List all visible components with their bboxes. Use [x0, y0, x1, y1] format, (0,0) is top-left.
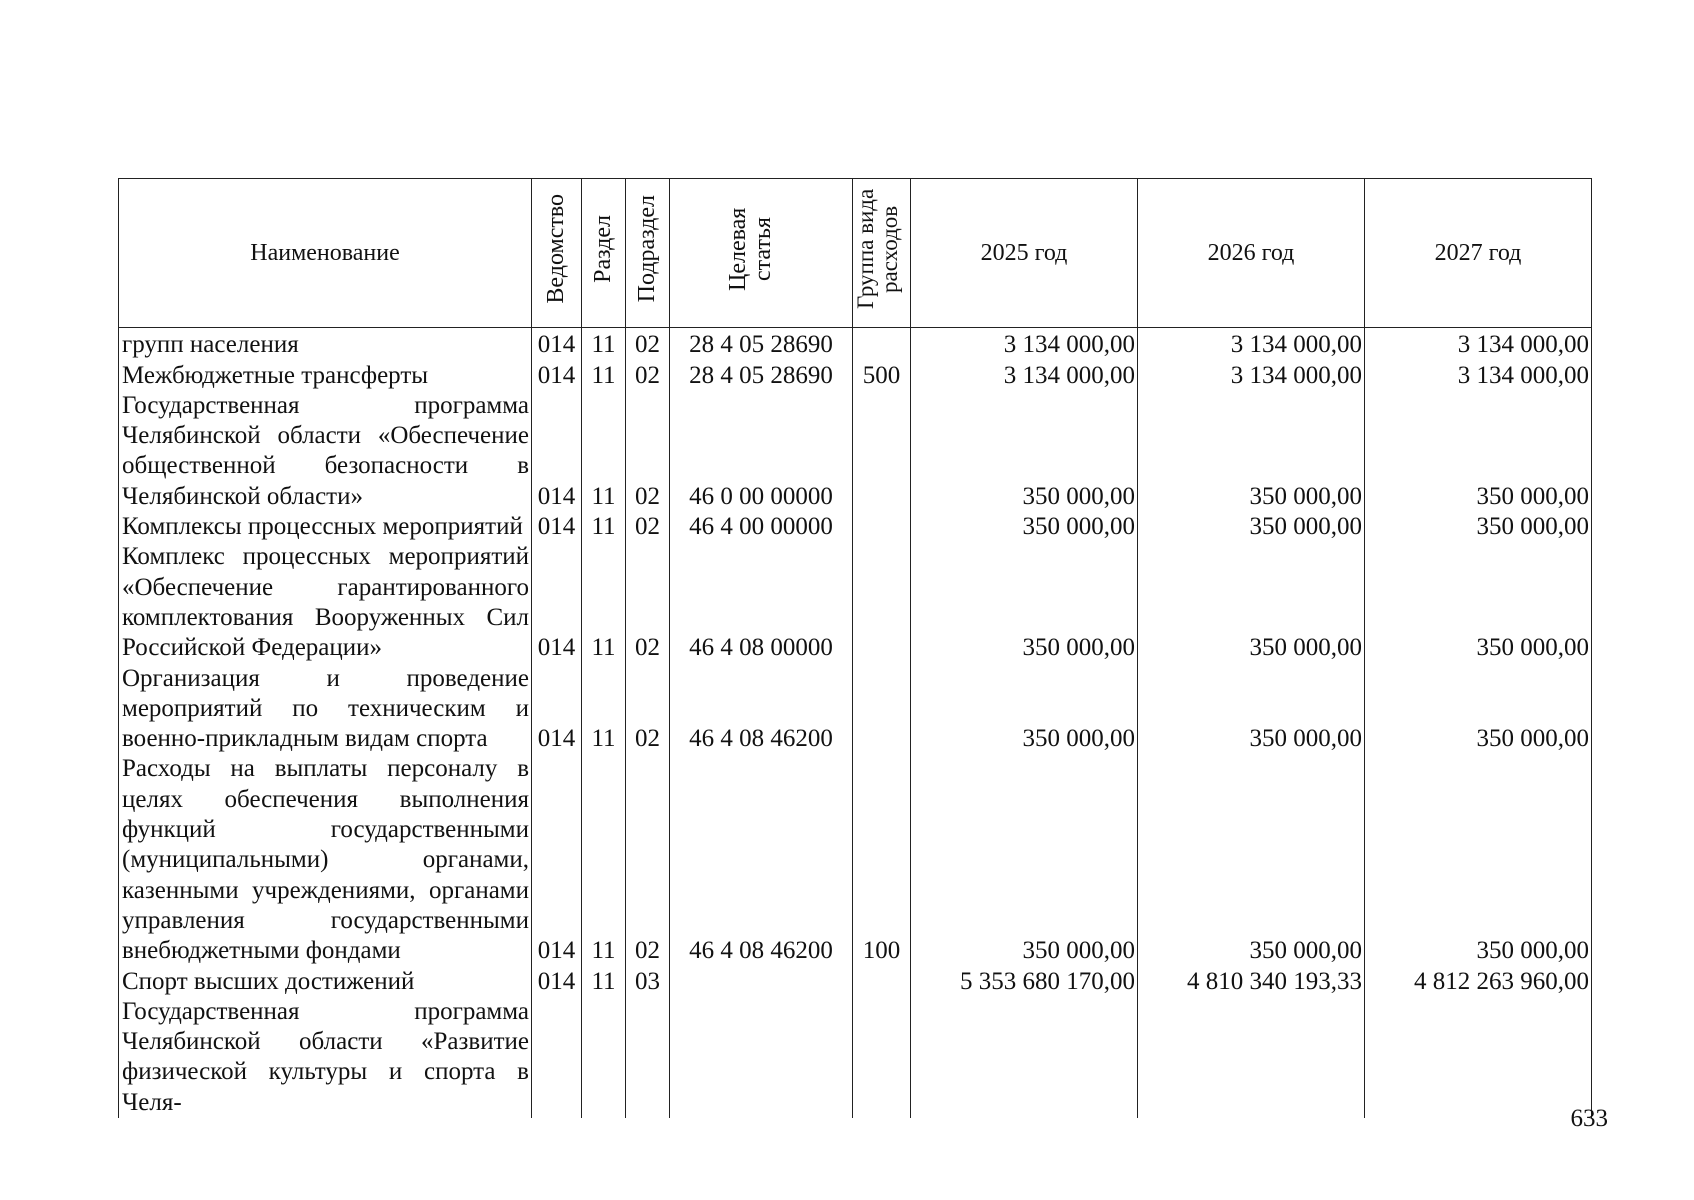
row-razdel: 11: [582, 542, 626, 663]
header-vedomstvo: [532, 179, 582, 328]
header-razdel-label: Раздел: [589, 215, 616, 283]
row-celevaya-statya: 28 4 05 28690: [670, 328, 853, 361]
row-amount-2026: 350 000,00: [1138, 512, 1365, 542]
row-vedomstvo: [532, 997, 582, 1118]
row-amount-2026: 3 134 000,00: [1138, 361, 1365, 391]
row-podrazdel: 02: [626, 664, 670, 755]
table-row: [119, 391, 1592, 512]
row-razdel: 11: [582, 328, 626, 361]
row-amount-2025: 3 134 000,00: [911, 361, 1138, 391]
row-vedomstvo: 014: [532, 967, 582, 997]
header-name: [119, 179, 532, 328]
row-gruppa: [853, 391, 911, 512]
row-amount-2025: 350 000,00: [911, 664, 1138, 755]
table-row: [119, 542, 1592, 663]
row-podrazdel: 02: [626, 754, 670, 966]
row-gruppa: [853, 512, 911, 542]
row-amount-2025: 350 000,00: [911, 391, 1138, 512]
table-row: [119, 754, 1592, 966]
header-podrazdel: [626, 179, 670, 328]
table-row: [119, 512, 1592, 542]
row-gruppa: [853, 997, 911, 1118]
row-gruppa: [853, 967, 911, 997]
row-amount-2027: 3 134 000,00: [1365, 361, 1592, 391]
header-vedomstvo-label: Ведомство: [542, 194, 569, 304]
row-name: Государственная программа Челябинской области «Развитие физической культуры и спорта в Челя-: [119, 997, 532, 1118]
row-amount-2027: 350 000,00: [1365, 754, 1592, 966]
page-number: 633: [1570, 1105, 1608, 1132]
row-amount-2026: 350 000,00: [1138, 664, 1365, 755]
row-amount-2025: 3 134 000,00: [911, 328, 1138, 361]
row-vedomstvo: 014: [532, 542, 582, 663]
row-podrazdel: [626, 997, 670, 1118]
row-gruppa: [853, 664, 911, 755]
row-podrazdel: 02: [626, 512, 670, 542]
header-name-label: Наименование: [250, 240, 400, 266]
row-amount-2027: 350 000,00: [1365, 512, 1592, 542]
row-amount-2026: 350 000,00: [1138, 754, 1365, 966]
row-podrazdel: 02: [626, 542, 670, 663]
row-amount-2027: [1365, 997, 1592, 1118]
row-gruppa: 500: [853, 361, 911, 391]
row-name: Спорт высших достижений: [119, 967, 532, 997]
row-razdel: 11: [582, 754, 626, 966]
row-podrazdel: 02: [626, 328, 670, 361]
table-row: [119, 361, 1592, 391]
row-podrazdel: 02: [626, 361, 670, 391]
row-amount-2026: 3 134 000,00: [1138, 328, 1365, 361]
row-amount-2026: 350 000,00: [1138, 391, 1365, 512]
row-amount-2025: [911, 997, 1138, 1118]
row-amount-2026: [1138, 997, 1365, 1118]
row-celevaya-statya: 46 4 08 46200: [670, 754, 853, 966]
budget-table: [118, 178, 1592, 1118]
row-celevaya-statya: 46 4 00 00000: [670, 512, 853, 542]
header-year-2027: [1365, 179, 1592, 328]
row-vedomstvo: 014: [532, 391, 582, 512]
header-celevaya-statya: [670, 179, 853, 328]
row-vedomstvo: 014: [532, 512, 582, 542]
table-row: [119, 328, 1592, 361]
row-razdel: 11: [582, 512, 626, 542]
row-name: Государственная программа Челябинской области «Обеспечение общественной безопасности в Челябинской области»: [119, 391, 532, 512]
row-name: Комплексы процессных мероприятий: [119, 512, 532, 542]
row-amount-2027: 3 134 000,00: [1365, 328, 1592, 361]
header-year-2027-label: 2027 год: [1434, 240, 1522, 266]
row-name: Комплекс процессных мероприятий «Обеспечение гарантированного комплектования Вооруженных Сил Российской Федерации»: [119, 542, 532, 663]
row-celevaya-statya: 28 4 05 28690: [670, 361, 853, 391]
table-header-row: [119, 179, 1592, 328]
header-razdel: [582, 179, 626, 328]
header-podrazdel-label: Подраздел: [633, 195, 660, 303]
row-amount-2027: 4 812 263 960,00: [1365, 967, 1592, 997]
header-gruppa-label: Группа вида расходов: [852, 188, 902, 310]
row-name: Организация и проведение мероприятий по техническим и военно-прикладным видам спорта: [119, 664, 532, 755]
row-name: Межбюджетные трансферты: [119, 361, 532, 391]
row-celevaya-statya: [670, 997, 853, 1118]
row-celevaya-statya: 46 4 08 00000: [670, 542, 853, 663]
row-podrazdel: 03: [626, 967, 670, 997]
row-gruppa: 100: [853, 754, 911, 966]
header-year-2026: [1138, 179, 1365, 328]
row-vedomstvo: 014: [532, 361, 582, 391]
row-amount-2027: 350 000,00: [1365, 391, 1592, 512]
row-vedomstvo: 014: [532, 328, 582, 361]
row-razdel: 11: [582, 967, 626, 997]
header-gruppa-vida-rashodov: [853, 179, 911, 328]
row-amount-2025: 350 000,00: [911, 754, 1138, 966]
row-name: групп населения: [119, 328, 532, 361]
row-amount-2025: 350 000,00: [911, 512, 1138, 542]
row-amount-2025: 350 000,00: [911, 542, 1138, 663]
row-amount-2025: 5 353 680 170,00: [911, 967, 1138, 997]
row-gruppa: [853, 542, 911, 663]
row-amount-2027: 350 000,00: [1365, 542, 1592, 663]
header-celevaya-statya-label: Целевая статья: [725, 207, 777, 291]
row-vedomstvo: 014: [532, 664, 582, 755]
row-razdel: 11: [582, 664, 626, 755]
row-razdel: 11: [582, 361, 626, 391]
row-razdel: [582, 997, 626, 1118]
row-razdel: 11: [582, 391, 626, 512]
header-year-2026-label: 2026 год: [1207, 240, 1295, 266]
header-year-2025-label: 2025 год: [980, 240, 1068, 266]
row-podrazdel: 02: [626, 391, 670, 512]
row-amount-2026: 4 810 340 193,33: [1138, 967, 1365, 997]
row-celevaya-statya: 46 0 00 00000: [670, 391, 853, 512]
table-row: [119, 664, 1592, 755]
row-celevaya-statya: [670, 967, 853, 997]
row-amount-2026: 350 000,00: [1138, 542, 1365, 663]
table-row-continued: [119, 997, 1592, 1118]
row-amount-2027: 350 000,00: [1365, 664, 1592, 755]
row-vedomstvo: 014: [532, 754, 582, 966]
row-name: Расходы на выплаты персоналу в целях обеспечения выполнения функций государственными (муниципальными) органами, казенными учреждениями, органами управления государственными внебюджетными фондами: [119, 754, 532, 966]
row-gruppa: [853, 328, 911, 361]
header-year-2025: [911, 179, 1138, 328]
row-celevaya-statya: 46 4 08 46200: [670, 664, 853, 755]
table-row: [119, 967, 1592, 997]
